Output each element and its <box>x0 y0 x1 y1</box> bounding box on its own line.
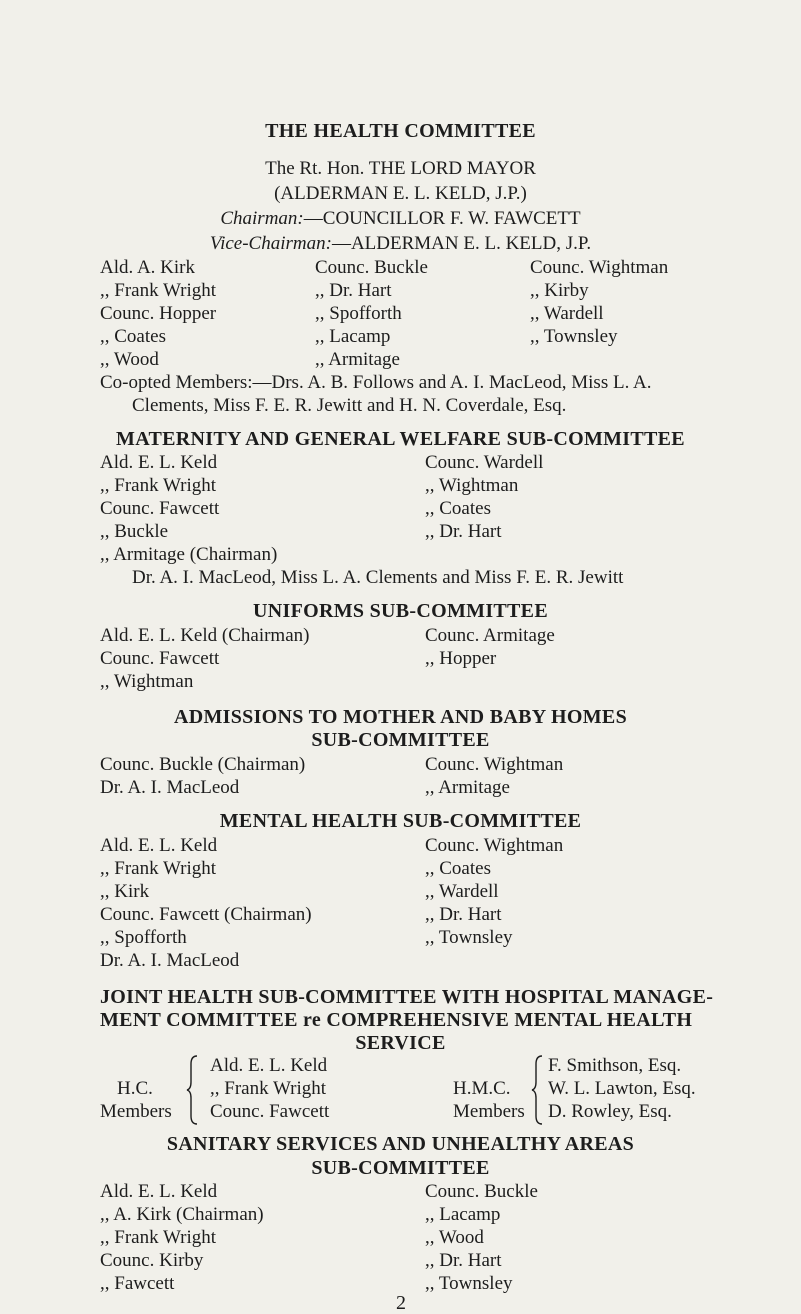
member-list-item: ,, Frank Wright <box>210 1078 327 1099</box>
member-list-item: ,, Frank Wright <box>100 1227 217 1248</box>
member-list-item: Ald. E. L. Keld <box>100 835 218 856</box>
member-list-item: Ald. E. L. Keld (Chairman) <box>100 625 310 646</box>
member-list-item: Counc. Fawcett <box>210 1101 330 1122</box>
member-list-item: ,, A. Kirk (Chairman) <box>100 1204 264 1225</box>
section-title: MENTAL HEALTH SUB-COMMITTEE <box>219 810 582 832</box>
member-list-item: Counc. Wightman <box>425 835 564 856</box>
member-list-item: ,, Dr. Hart <box>425 1250 502 1271</box>
hmc-label: Members <box>453 1101 525 1122</box>
page-title: THE HEALTH COMMITTEE <box>265 120 536 142</box>
member-list-item: ,, Lacamp <box>315 326 391 347</box>
member-list-item: F. Smithson, Esq. <box>548 1055 682 1076</box>
chairman-label: Chairman: <box>220 208 304 229</box>
hc-label: Members <box>100 1101 172 1122</box>
member-list-item: ,, Dr. Hart <box>315 280 392 301</box>
hmc-label: H.M.C. <box>453 1078 511 1099</box>
member-list-item: Counc. Fawcett <box>100 648 220 669</box>
section-title: SANITARY SERVICES AND UNHEALTHY AREAS <box>166 1133 635 1155</box>
member-list-item: ,, Coates <box>425 858 491 879</box>
member-list-item: ,, Wood <box>425 1227 484 1248</box>
member-list-item: ,, Armitage <box>315 349 400 370</box>
member-list-item: ,, Armitage <box>425 777 510 798</box>
member-list-item: ,, Armitage (Chairman) <box>100 544 278 565</box>
member-list-item: ,, Coates <box>100 326 166 347</box>
member-list-item: ,, Townsley <box>530 326 618 347</box>
member-list-item: ,, Wood <box>100 349 159 370</box>
section-title: SUB-COMMITTEE <box>311 1157 490 1179</box>
right-brace-icon <box>531 1054 545 1126</box>
vice-chairman-label: Vice-Chairman: <box>209 233 332 254</box>
left-brace-icon <box>186 1054 200 1126</box>
member-list-item: Counc. Buckle <box>315 257 428 278</box>
section-title: SUB-COMMITTEE <box>311 729 490 751</box>
member-list-item: ,, Dr. Hart <box>425 521 502 542</box>
coopted-members-line: Co-opted Members:—Drs. A. B. Follows and A. I. MacLeod, Miss L. A. <box>100 372 652 393</box>
member-list-item: ,, Townsley <box>425 1273 513 1294</box>
member-list-item: Counc. Wardell <box>425 452 544 473</box>
member-list-item: W. L. Lawton, Esq. <box>548 1078 696 1099</box>
member-list-item: ,, Frank Wright <box>100 475 217 496</box>
member-list-item: ,, Buckle <box>100 521 169 542</box>
member-list-item: ,, Frank Wright <box>100 858 217 879</box>
section-title: MENT COMMITTEE re COMPREHENSIVE MENTAL HEALTH <box>100 1009 693 1031</box>
member-list-item: ,, Kirby <box>530 280 589 301</box>
member-list-item: ,, Fawcett <box>100 1273 175 1294</box>
member-list-item: ,, Frank Wright <box>100 280 217 301</box>
member-list-item: Counc. Kirby <box>100 1250 204 1271</box>
coopted-members-line: Clements, Miss F. E. R. Jewitt and H. N. Coverdale, Esq. <box>132 395 567 416</box>
section-title: JOINT HEALTH SUB-COMMITTEE WITH HOSPITAL MANAGE- <box>100 986 714 1008</box>
member-list-item: ,, Wardell <box>425 881 499 902</box>
member-list-item: ,, Dr. Hart <box>425 904 502 925</box>
member-list-item: ,, Wardell <box>530 303 604 324</box>
member-list-item: Counc. Buckle (Chairman) <box>100 754 306 775</box>
member-list-item: D. Rowley, Esq. <box>548 1101 672 1122</box>
member-list-item: Counc. Armitage <box>425 625 555 646</box>
alderman-line: (ALDERMAN E. L. KELD, J.P.) <box>274 183 527 204</box>
hc-label: H.C. <box>117 1078 153 1099</box>
page-number: 2 <box>396 1292 406 1314</box>
member-list-item: ,, Lacamp <box>425 1204 501 1225</box>
member-list-item: Ald. A. Kirk <box>100 257 195 278</box>
member-list-item: ,, Hopper <box>425 648 497 669</box>
member-list-item: Ald. E. L. Keld <box>100 452 218 473</box>
member-list-item: ,, Wightman <box>425 475 519 496</box>
member-list-item: Dr. A. I. MacLeod <box>100 950 240 971</box>
additional-members-line: Dr. A. I. MacLeod, Miss L. A. Clements and Miss F. E. R. Jewitt <box>132 567 624 588</box>
member-list-item: Counc. Hopper <box>100 303 217 324</box>
member-list-item: Dr. A. I. MacLeod <box>100 777 240 798</box>
lord-mayor-line: The Rt. Hon. THE LORD MAYOR <box>265 158 536 179</box>
member-list-item: ,, Coates <box>425 498 491 519</box>
member-list-item: ,, Spofforth <box>315 303 402 324</box>
member-list-item: Counc. Fawcett <box>100 498 220 519</box>
member-list-item: ,, Wightman <box>100 671 194 692</box>
section-title: MATERNITY AND GENERAL WELFARE SUB-COMMITTEE <box>116 428 685 450</box>
section-title: UNIFORMS SUB-COMMITTEE <box>253 600 548 622</box>
chairman-line <box>0 208 801 230</box>
vice-chairman-line <box>0 233 801 255</box>
member-list-item: ,, Spofforth <box>100 927 187 948</box>
section-title: SERVICE <box>355 1032 446 1054</box>
member-list-item: ,, Townsley <box>425 927 513 948</box>
chairman-value: —COUNCILLOR F. W. FAWCETT <box>303 208 581 229</box>
section-title: ADMISSIONS TO MOTHER AND BABY HOMES <box>174 706 627 728</box>
member-list-item: Counc. Wightman <box>530 257 669 278</box>
member-list-item: Counc. Wightman <box>425 754 564 775</box>
member-list-item: Counc. Fawcett (Chairman) <box>100 904 312 925</box>
member-list-item: Ald. E. L. Keld <box>100 1181 218 1202</box>
member-list-item: Counc. Buckle <box>425 1181 538 1202</box>
vice-chairman-value: —ALDERMAN E. L. KELD, J.P. <box>331 233 592 254</box>
member-list-item: ,, Kirk <box>100 881 150 902</box>
member-list-item: Ald. E. L. Keld <box>210 1055 328 1076</box>
